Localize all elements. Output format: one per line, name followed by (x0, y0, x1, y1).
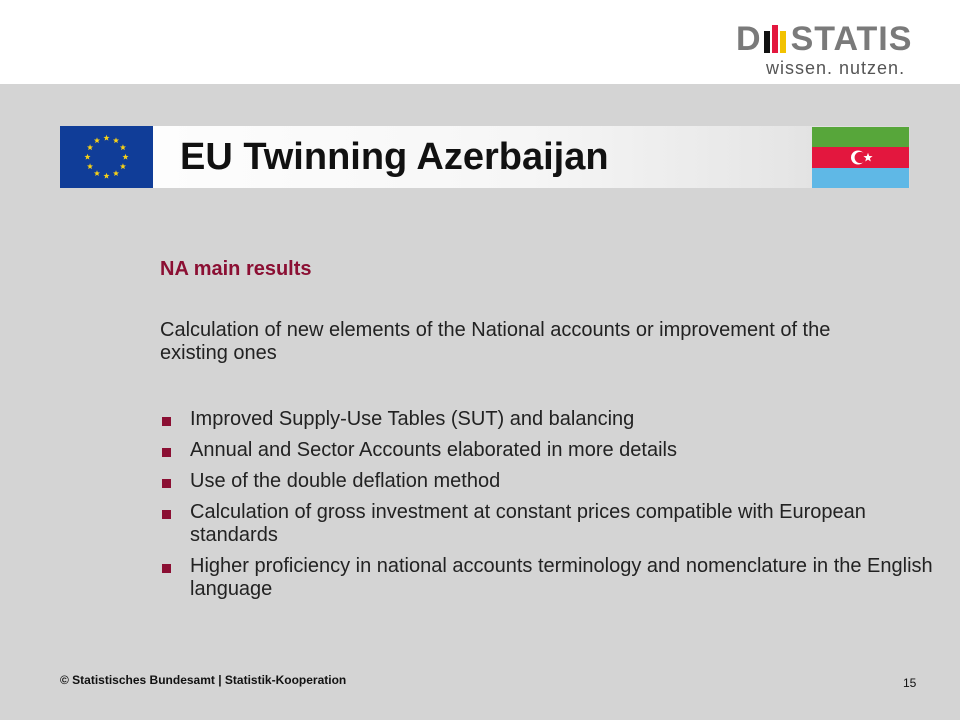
logo-letter-d: D (736, 20, 762, 58)
eu-star-icon (122, 154, 128, 160)
list-item-text: Calculation of gross investment at constant prices compatible with European standards (190, 501, 866, 546)
eu-star-icon (94, 137, 100, 143)
eu-star-icon (113, 137, 119, 143)
section-subtitle: NA main results (160, 258, 312, 280)
list-item-text: Improved Supply-Use Tables (SUT) and balancing (190, 408, 635, 430)
intro-paragraph: Calculation of new elements of the National accounts or improvement of the existing ones (160, 319, 831, 364)
bullet-square-icon (162, 564, 171, 573)
eu-star-icon (120, 144, 126, 150)
list-item (160, 408, 940, 431)
bullet-square-icon (162, 510, 171, 519)
list-item-text: Use of the double deflation method (190, 470, 501, 492)
eu-star-icon (94, 170, 100, 176)
page-number: 15 (903, 676, 917, 690)
destatis-logo (736, 20, 936, 80)
list-item-text: Annual and Sector Accounts elaborated in more details (190, 439, 677, 461)
bullet-square-icon (162, 479, 171, 488)
bullet-square-icon (162, 448, 171, 457)
eu-star-icon (84, 154, 90, 160)
footer-copyright: © Statistisches Bundesamt | Statistik-Kooperation (60, 673, 347, 687)
eu-flag-icon (60, 126, 153, 188)
bullet-square-icon (162, 417, 171, 426)
list-item (160, 555, 940, 601)
list-item (160, 439, 940, 462)
list-item (160, 501, 940, 547)
eu-star-icon (120, 163, 126, 169)
azerbaijan-flag-icon (812, 127, 909, 188)
logo-letters-statis: STATIS (790, 20, 913, 58)
eu-star-icon (87, 163, 93, 169)
logo-tagline: wissen. nutzen. (766, 58, 906, 78)
list-item (160, 470, 940, 493)
eu-star-icon (103, 135, 109, 141)
logo-wordmark (736, 20, 912, 58)
results-list (160, 408, 940, 609)
eu-star-icon (103, 173, 109, 179)
list-item-text: Higher proficiency in national accounts terminology and nomenclature in the English language (190, 555, 933, 600)
slide-title: EU Twinning Azerbaijan (180, 136, 609, 178)
eu-star-icon (87, 144, 93, 150)
logo-bars-icon (764, 25, 788, 53)
eu-star-icon (113, 170, 119, 176)
